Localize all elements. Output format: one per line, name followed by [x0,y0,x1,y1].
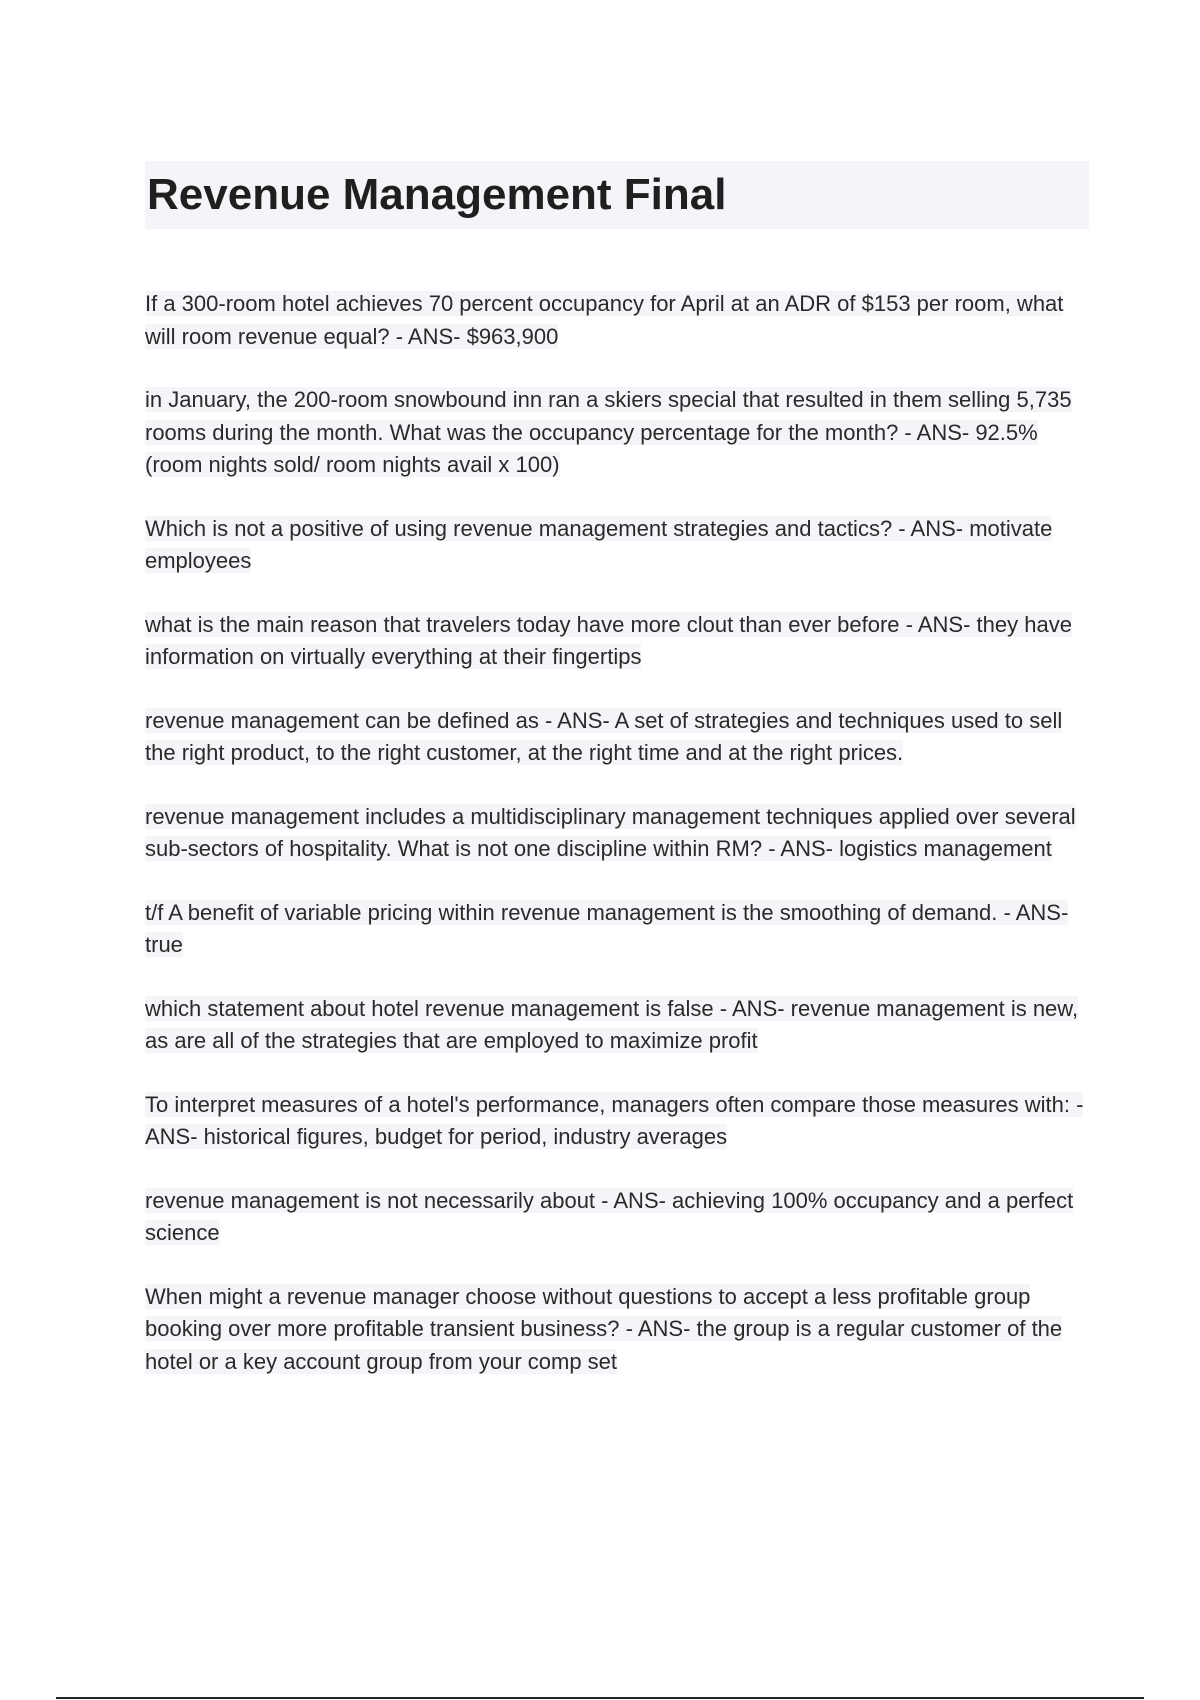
qa-item [145,897,1095,962]
title-block [145,161,1089,229]
qa-text: what is the main reason that travelers today have more clout than ever before - ANS- they have information on virtually everything at their fingertips [145,611,1072,669]
qa-text: To interpret measures of a hotel's performance, managers often compare those measures with: - ANS- historical figures, budget for period, industry averages [145,1091,1084,1149]
qa-item [145,705,1095,770]
qa-item [145,1185,1095,1250]
qa-text: If a 300-room hotel achieves 70 percent occupancy for April at an ADR of $153 per room, what will room revenue equal? - ANS- $963,900 [145,291,1064,349]
qa-item [145,609,1095,674]
qa-text: t/f A benefit of variable pricing within revenue management is the smoothing of demand. - ANS- true [145,899,1069,957]
qa-text: revenue management can be defined as - ANS- A set of strategies and techniques used to sell the right product, to the right customer, at the right time and at the right prices. [145,707,1063,765]
qa-item [145,801,1095,866]
qa-text: revenue management is not necessarily about - ANS- achieving 100% occupancy and a perfect science [145,1187,1074,1245]
qa-text: When might a revenue manager choose without questions to accept a less profitable group booking over more profitable transient business? - ANS- the group is a regular customer of the hotel or a key account group from your comp set [145,1283,1063,1374]
qa-item [145,993,1095,1058]
footer-divider [56,1697,1144,1699]
qa-text: revenue management includes a multidisciplinary management techniques applied over several sub-sectors of hospitality. What is not one discipline within RM? - ANS- logistics management [145,803,1076,861]
qa-text: in January, the 200-room snowbound inn ran a skiers special that resulted in them selling 5,735 rooms during the month. What was the occupancy percentage for the month? - ANS- 92.5% (room nights sold/ room nights avail x 100) [145,387,1072,477]
qa-list [145,288,1095,1409]
qa-text: Which is not a positive of using revenue management strategies and tactics? - ANS- motivate employees [145,515,1053,573]
qa-item [145,1089,1095,1154]
qa-item [145,1281,1095,1379]
qa-item [145,513,1095,578]
qa-item [145,384,1095,482]
qa-item [145,288,1095,353]
page-title: Revenue Management Final [147,170,727,219]
qa-text: which statement about hotel revenue management is false - ANS- revenue management is new, as are all of the strategies that are employed to maximize profit [145,995,1079,1053]
